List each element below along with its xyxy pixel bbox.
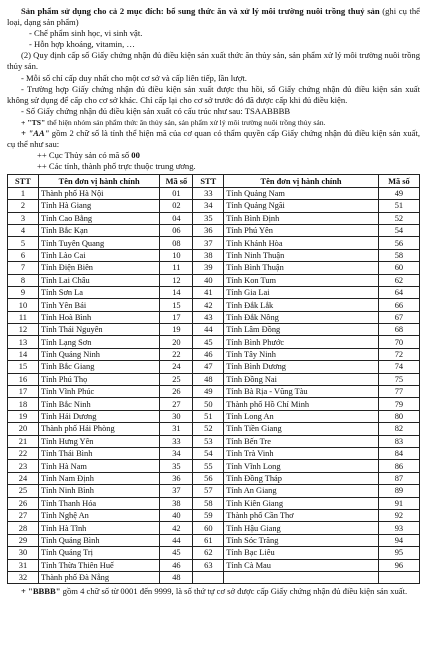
cell-stt: 8 <box>8 274 39 286</box>
table-row <box>8 410 420 422</box>
cell-stt: 5 <box>8 237 39 249</box>
cell-unit-name: Tỉnh Sơn La <box>38 286 160 298</box>
table-row <box>8 274 420 286</box>
cell-unit-name: Tỉnh Bắc Ninh <box>38 398 160 410</box>
table-row <box>8 262 420 274</box>
cell-code: 33 <box>160 435 193 447</box>
cell-code: 02 <box>160 200 193 212</box>
cell-code: 74 <box>378 361 419 373</box>
cell-unit-name: Tỉnh Bình Dương <box>224 361 379 373</box>
cell-unit-name: Tỉnh Quảng Nam <box>224 187 379 199</box>
cell-unit-name: Tỉnh Hà Nam <box>38 460 160 472</box>
cell-unit-name: Tỉnh Hưng Yên <box>38 435 160 447</box>
cell-unit-name: Tỉnh Đắk Nông <box>224 311 379 323</box>
cell-stt: 43 <box>193 311 224 323</box>
cell-code: 75 <box>378 373 419 385</box>
table-row <box>8 509 420 521</box>
cell-stt: 45 <box>193 336 224 348</box>
cell-unit-name: Thành phố Hà Nội <box>38 187 160 199</box>
cell-code: 44 <box>160 534 193 546</box>
cell-unit-name: Tỉnh Hoà Bình <box>38 311 160 323</box>
cell-stt: 32 <box>8 571 39 583</box>
cell-code: 94 <box>378 534 419 546</box>
cell-unit-name: Tỉnh Cà Mau <box>224 559 379 571</box>
cell-unit-name: Tỉnh Điện Biên <box>38 262 160 274</box>
cell-unit-name: Tỉnh Quảng Ngãi <box>224 200 379 212</box>
cell-unit-name: Tỉnh Kon Tum <box>224 274 379 286</box>
cell-unit-name: Tỉnh Bình Thuận <box>224 262 379 274</box>
cell-stt: 13 <box>8 336 39 348</box>
cell-unit-name: Tỉnh Long An <box>224 410 379 422</box>
table-row <box>8 187 420 199</box>
rule-line: - Trường hợp Giấy chứng nhận đủ điều kiện sản xuất được thu hồi, số Giấy chứng nhận đủ điều kiện sản xuất không sử dụng để cấp cho cơ sở khác. Chỉ cấp lại cho cơ sở trước đó đã được cấp khi đủ điều kiện. <box>7 83 420 105</box>
cell-code: 14 <box>160 286 193 298</box>
bbbb-definition <box>7 586 420 597</box>
ts-definition <box>7 117 420 128</box>
cell-code: 96 <box>378 559 419 571</box>
cell-unit-name: Tỉnh Bắc Giang <box>38 361 160 373</box>
table-row <box>8 472 420 484</box>
cell-unit-name: Thành phố Hải Phòng <box>38 423 160 435</box>
cell-stt: 28 <box>8 522 39 534</box>
cell-unit-name: Tỉnh Kiên Giang <box>224 497 379 509</box>
cell-unit-name: Tỉnh Tây Ninh <box>224 348 379 360</box>
cell-code: 84 <box>378 448 419 460</box>
cell-stt: 14 <box>8 348 39 360</box>
table-body <box>8 187 420 584</box>
table-row <box>8 423 420 435</box>
cell-stt: 2 <box>8 200 39 212</box>
cell-code: 91 <box>378 497 419 509</box>
cell-stt: 36 <box>193 224 224 236</box>
cell-code: 87 <box>378 472 419 484</box>
cell-stt: 42 <box>193 299 224 311</box>
header-unit-name: Tên đơn vị hành chính <box>224 175 379 187</box>
cell-stt: 50 <box>193 398 224 410</box>
cell-stt: 34 <box>193 200 224 212</box>
cell-stt: 15 <box>8 361 39 373</box>
cell-code: 79 <box>378 398 419 410</box>
cell-unit-name: Tỉnh Đắk Lắk <box>224 299 379 311</box>
cell-stt: 17 <box>8 386 39 398</box>
cell-code: 95 <box>378 547 419 559</box>
cell-code: 06 <box>160 224 193 236</box>
cell-unit-name: Tỉnh Gia Lai <box>224 286 379 298</box>
cell-unit-name: Tỉnh Hậu Giang <box>224 522 379 534</box>
cell-code: 24 <box>160 361 193 373</box>
cell-unit-name: Tỉnh An Giang <box>224 485 379 497</box>
bullet-line: - Hỗn hợp khoáng, vitamin, … <box>29 39 135 50</box>
cell-stt: 40 <box>193 274 224 286</box>
aa-code: + "AA" <box>21 128 50 139</box>
cell-stt: 3 <box>8 212 39 224</box>
table-row <box>8 348 420 360</box>
cell-stt: 55 <box>193 460 224 472</box>
aa-text: gồm 2 chữ số là tỉnh thể hiện mã của cơ quan có thẩm quyền cấp Giấy chứng nhận đủ điều kiện sản xuất, cụ thể như sau: <box>7 128 420 150</box>
table-row <box>8 311 420 323</box>
cell-stt: 35 <box>193 212 224 224</box>
table-header-row <box>8 175 420 187</box>
cell-code: 31 <box>160 423 193 435</box>
cell-stt: 27 <box>8 509 39 521</box>
table-row <box>8 286 420 298</box>
table-row <box>8 534 420 546</box>
table-row <box>8 299 420 311</box>
cell-code: 25 <box>160 373 193 385</box>
cell-stt: 54 <box>193 448 224 460</box>
cell-unit-name: Tỉnh Lạng Sơn <box>38 336 160 348</box>
cell-stt: 63 <box>193 559 224 571</box>
cell-stt <box>193 571 224 583</box>
cell-unit-name: Tỉnh Yên Bái <box>38 299 160 311</box>
cell-unit-name: Tỉnh Bình Định <box>224 212 379 224</box>
cell-unit-name: Tỉnh Nghệ An <box>38 509 160 521</box>
cell-stt: 26 <box>8 497 39 509</box>
agency-code-text: ++ Cục Thủy sản có mã số <box>37 150 132 161</box>
cell-unit-name: Tỉnh Phú Yên <box>224 224 379 236</box>
cell-code: 83 <box>378 435 419 447</box>
cell-stt: 59 <box>193 509 224 521</box>
table-row <box>8 212 420 224</box>
cell-unit-name: Tỉnh Bình Phước <box>224 336 379 348</box>
table-row <box>8 522 420 534</box>
cell-code: 48 <box>160 571 193 583</box>
ts-text: thể hiện nhóm sản phẩm thức ăn thủy sản, sản phẩm xử lý môi trường nuôi trồng thủy sản. <box>45 117 326 127</box>
cell-stt: 22 <box>8 448 39 460</box>
cell-unit-name: Tỉnh Bắc Kạn <box>38 224 160 236</box>
cell-stt: 48 <box>193 373 224 385</box>
cell-code: 67 <box>378 311 419 323</box>
table-row <box>8 448 420 460</box>
cell-unit-name: Tỉnh Vĩnh Phúc <box>38 386 160 398</box>
cell-code: 08 <box>160 237 193 249</box>
cell-stt: 62 <box>193 547 224 559</box>
cell-unit-name: Tỉnh Thanh Hóa <box>38 497 160 509</box>
cell-code: 77 <box>378 386 419 398</box>
cell-stt: 29 <box>8 534 39 546</box>
cell-stt: 16 <box>8 373 39 385</box>
cell-code: 62 <box>378 274 419 286</box>
header-stt: STT <box>8 175 39 187</box>
table-row <box>8 237 420 249</box>
cell-unit-name: Tỉnh Quảng Ninh <box>38 348 160 360</box>
cell-code: 17 <box>160 311 193 323</box>
cell-code: 12 <box>160 274 193 286</box>
cell-code: 11 <box>160 262 193 274</box>
table-row <box>8 361 420 373</box>
product-heading <box>7 6 420 28</box>
header-unit-name: Tên đơn vị hành chính <box>38 175 160 187</box>
cell-code: 72 <box>378 348 419 360</box>
cell-unit-name: Tỉnh Hải Dương <box>38 410 160 422</box>
cell-unit-name: Thành phố Cần Thơ <box>224 509 379 521</box>
cell-unit-name: Tỉnh Lào Cai <box>38 249 160 261</box>
cell-code: 92 <box>378 509 419 521</box>
cell-stt: 44 <box>193 324 224 336</box>
cell-code: 20 <box>160 336 193 348</box>
cell-stt: 37 <box>193 237 224 249</box>
cell-unit-name <box>224 571 379 583</box>
cell-unit-name: Thành phố Đà Nẵng <box>38 571 160 583</box>
rule-line: - Mỗi số chỉ cấp duy nhất cho một cơ sở và cấp liên tiếp, lần lượt. <box>21 72 247 83</box>
cell-code: 52 <box>378 212 419 224</box>
table-row <box>8 547 420 559</box>
cell-unit-name: Tỉnh Cao Bằng <box>38 212 160 224</box>
cell-code: 04 <box>160 212 193 224</box>
cell-code: 86 <box>378 460 419 472</box>
cell-stt: 20 <box>8 423 39 435</box>
cell-stt: 11 <box>8 311 39 323</box>
cell-code: 45 <box>160 547 193 559</box>
cell-stt: 57 <box>193 485 224 497</box>
table-row <box>8 497 420 509</box>
cell-unit-name: Tỉnh Hà Tĩnh <box>38 522 160 534</box>
cell-unit-name: Tỉnh Bến Tre <box>224 435 379 447</box>
cell-stt: 12 <box>8 324 39 336</box>
cell-unit-name: Tỉnh Bạc Liêu <box>224 547 379 559</box>
cell-code: 30 <box>160 410 193 422</box>
cell-stt: 41 <box>193 286 224 298</box>
ts-code: + "TS" <box>21 117 46 127</box>
cell-stt: 30 <box>8 547 39 559</box>
table-row <box>8 200 420 212</box>
table-row <box>8 571 420 583</box>
table-row <box>8 336 420 348</box>
cell-code: 60 <box>378 262 419 274</box>
cell-code: 38 <box>160 497 193 509</box>
cell-unit-name: Tỉnh Lai Châu <box>38 274 160 286</box>
cell-code: 49 <box>378 187 419 199</box>
cell-unit-name: Tỉnh Thừa Thiên Huế <box>38 559 160 571</box>
cell-unit-name: Tỉnh Ninh Thuận <box>224 249 379 261</box>
table-row <box>8 435 420 447</box>
header-stt: STT <box>193 175 224 187</box>
cell-stt: 47 <box>193 361 224 373</box>
cell-unit-name: Tỉnh Hà Giang <box>38 200 160 212</box>
cell-code: 42 <box>160 522 193 534</box>
cell-stt: 10 <box>8 299 39 311</box>
cell-stt: 49 <box>193 386 224 398</box>
cell-code: 58 <box>378 249 419 261</box>
cell-unit-name: Tỉnh Đồng Tháp <box>224 472 379 484</box>
cell-unit-name: Tỉnh Thái Bình <box>38 448 160 460</box>
bullet-line: - Chế phẩm sinh học, vi sinh vật. <box>29 28 143 39</box>
cell-unit-name: Tỉnh Ninh Bình <box>38 485 160 497</box>
cell-stt: 1 <box>8 187 39 199</box>
table-row <box>8 324 420 336</box>
cell-code: 36 <box>160 472 193 484</box>
cell-stt: 7 <box>8 262 39 274</box>
table-row <box>8 485 420 497</box>
agency-code-value: 00 <box>131 150 140 161</box>
cell-stt: 56 <box>193 472 224 484</box>
cell-unit-name: Tỉnh Bà Rịa - Vũng Tàu <box>224 386 379 398</box>
cell-code: 51 <box>378 200 419 212</box>
cell-code: 66 <box>378 299 419 311</box>
cell-stt: 23 <box>8 460 39 472</box>
cell-stt: 4 <box>8 224 39 236</box>
cell-stt: 58 <box>193 497 224 509</box>
cell-stt: 39 <box>193 262 224 274</box>
table-row <box>8 398 420 410</box>
product-heading-bold: Sản phẩm sử dụng cho cả 2 mục đích: bổ sung thức ăn và xử lý môi trường nuôi trồng thuỷ sản <box>21 6 380 16</box>
cell-code: 80 <box>378 410 419 422</box>
cell-code: 10 <box>160 249 193 261</box>
cell-stt: 25 <box>8 485 39 497</box>
cell-code: 82 <box>378 423 419 435</box>
cell-stt: 33 <box>193 187 224 199</box>
aa-definition <box>7 128 420 150</box>
cell-code: 22 <box>160 348 193 360</box>
cell-stt: 46 <box>193 348 224 360</box>
header-code: Mã số <box>160 175 193 187</box>
cell-unit-name: Tỉnh Thái Nguyên <box>38 324 160 336</box>
cell-stt: 31 <box>8 559 39 571</box>
cell-unit-name: Thành phố Hồ Chí Minh <box>224 398 379 410</box>
cell-code: 26 <box>160 386 193 398</box>
cell-code: 19 <box>160 324 193 336</box>
cell-unit-name: Tỉnh Đồng Nai <box>224 373 379 385</box>
bbbb-text: gồm 4 chữ số từ 0001 đến 9999, là số thứ tự cơ sở được cấp Giấy chứng nhận đủ điều kiện sản xuất. <box>60 586 408 597</box>
cell-unit-name: Tỉnh Lâm Đồng <box>224 324 379 336</box>
cell-stt: 18 <box>8 398 39 410</box>
cell-unit-name: Tỉnh Trà Vinh <box>224 448 379 460</box>
cell-stt: 60 <box>193 522 224 534</box>
provinces-line: ++ Các tỉnh, thành phố trực thuộc trung ương. <box>37 161 196 172</box>
cell-stt: 6 <box>8 249 39 261</box>
cell-code: 54 <box>378 224 419 236</box>
product-heading-note: (ghi cụ thể loại, dạng sản phẩm) <box>7 6 420 28</box>
cell-unit-name: Tỉnh Khánh Hòa <box>224 237 379 249</box>
table-row <box>8 249 420 261</box>
cell-unit-name: Tỉnh Tiền Giang <box>224 423 379 435</box>
cell-stt: 51 <box>193 410 224 422</box>
table-row <box>8 460 420 472</box>
cell-stt: 21 <box>8 435 39 447</box>
agency-code-line <box>7 150 420 161</box>
cell-unit-name: Tỉnh Sóc Trăng <box>224 534 379 546</box>
cell-code: 27 <box>160 398 193 410</box>
cell-code: 37 <box>160 485 193 497</box>
cell-stt: 52 <box>193 423 224 435</box>
province-code-table <box>7 174 420 584</box>
cell-unit-name: Tỉnh Phú Thọ <box>38 373 160 385</box>
cell-code: 89 <box>378 485 419 497</box>
cell-code: 01 <box>160 187 193 199</box>
cell-unit-name: Tỉnh Tuyên Quang <box>38 237 160 249</box>
section-2-paragraph: (2) Quy định cấp số Giấy chứng nhận đủ điều kiện sản xuất thức ăn thủy sản, sản phẩm xử lý môi trường nuôi trồng thủy sản. <box>7 50 420 72</box>
table-row <box>8 224 420 236</box>
bbbb-code: + "BBBB" <box>21 586 61 597</box>
cell-code: 70 <box>378 336 419 348</box>
structure-line: - Số Giấy chứng nhận đủ điều kiện sản xuất có cấu trúc như sau: TSAABBBB <box>21 105 291 116</box>
cell-stt: 24 <box>8 472 39 484</box>
cell-code: 35 <box>160 460 193 472</box>
cell-code: 68 <box>378 324 419 336</box>
cell-code: 93 <box>378 522 419 534</box>
cell-stt: 19 <box>8 410 39 422</box>
cell-code: 64 <box>378 286 419 298</box>
table-row <box>8 373 420 385</box>
cell-stt: 53 <box>193 435 224 447</box>
cell-unit-name: Tỉnh Quảng Trị <box>38 547 160 559</box>
cell-stt: 61 <box>193 534 224 546</box>
header-code: Mã số <box>378 175 419 187</box>
table-row <box>8 386 420 398</box>
cell-code: 15 <box>160 299 193 311</box>
cell-stt: 38 <box>193 249 224 261</box>
cell-stt: 9 <box>8 286 39 298</box>
cell-unit-name: Tỉnh Nam Định <box>38 472 160 484</box>
cell-unit-name: Tỉnh Vĩnh Long <box>224 460 379 472</box>
cell-code <box>378 571 419 583</box>
cell-code: 40 <box>160 509 193 521</box>
cell-code: 46 <box>160 559 193 571</box>
cell-code: 56 <box>378 237 419 249</box>
cell-unit-name: Tỉnh Quảng Bình <box>38 534 160 546</box>
cell-code: 34 <box>160 448 193 460</box>
table-row <box>8 559 420 571</box>
